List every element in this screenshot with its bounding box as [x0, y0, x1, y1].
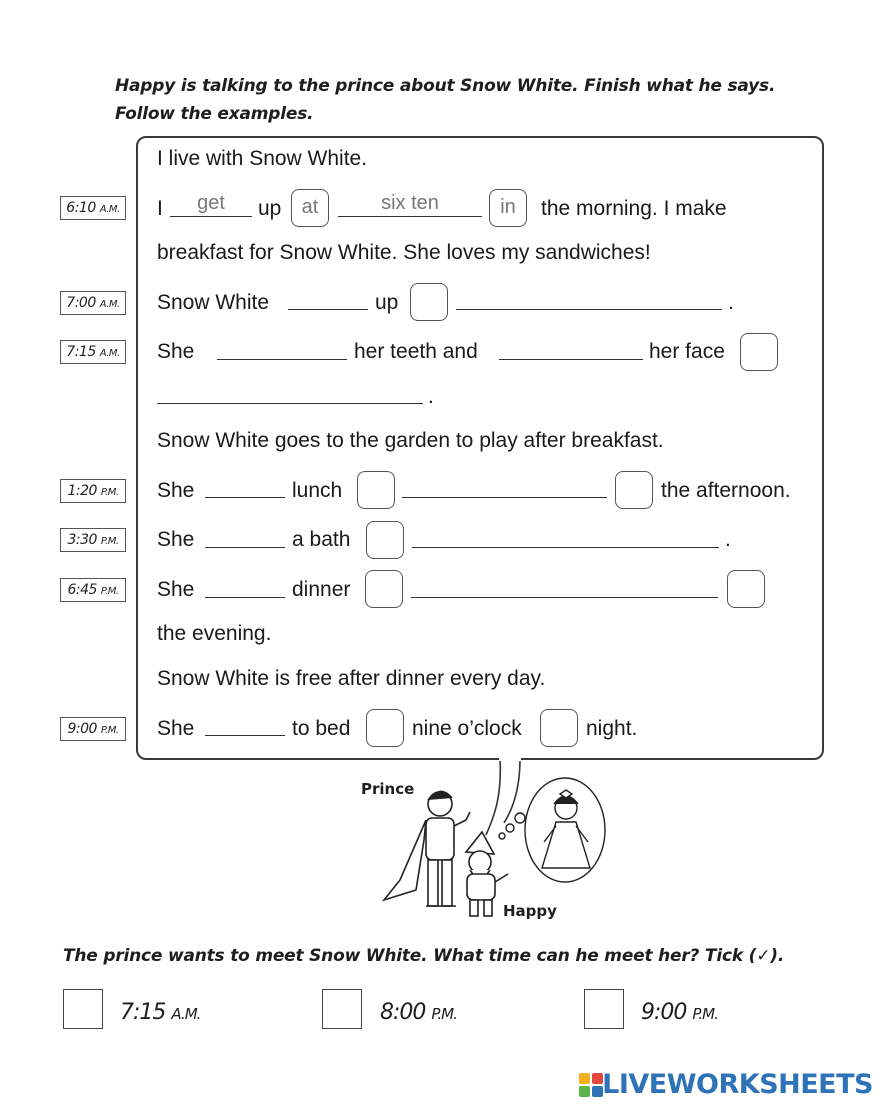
sentence-free-after-dinner: Snow White is free after dinner every day.: [157, 667, 546, 690]
blank-3-30-time[interactable]: [412, 547, 719, 548]
word-lunch: lunch: [292, 479, 343, 502]
prince-happy-illustration: [370, 770, 620, 930]
word-up: up: [258, 197, 282, 220]
label-prince: Prince: [361, 780, 415, 798]
answer-get[interactable]: get: [197, 192, 225, 214]
clock-9-00: 9:00 P.M.: [60, 717, 126, 741]
text-a-bath: a bath: [292, 528, 351, 551]
word-snow-white: Snow White: [157, 291, 270, 314]
clock-6-10: 6:10 A.M.: [60, 196, 126, 220]
clock-7-15: 7:15 A.M.: [60, 340, 126, 364]
text-to-bed: to bed: [292, 717, 351, 740]
text-the-evening: the evening.: [157, 622, 272, 645]
blank-example-time: [338, 216, 482, 217]
clock-6-45: 6:45 P.M.: [60, 578, 126, 602]
word-she-lunch: She: [157, 479, 195, 502]
clock-7-00: 7:00 A.M.: [60, 291, 126, 315]
blank-3-30-verb[interactable]: [205, 547, 285, 548]
blank-1-20-verb[interactable]: [205, 497, 285, 498]
question-text: The prince wants to meet Snow White. What time can he meet her? Tick (✓).: [63, 946, 785, 966]
box-9-00-prep-2[interactable]: [540, 709, 578, 747]
box-example-at[interactable]: at: [291, 189, 329, 227]
blank-7-15-verb-2[interactable]: [499, 359, 643, 360]
clock-1-20: 1:20 P.M.: [60, 479, 126, 503]
instruction-line-1: Happy is talking to the prince about Snow White. Finish what he says.: [115, 76, 776, 96]
word-up-2: up: [375, 291, 399, 314]
instruction-line-2: Follow the examples.: [115, 104, 314, 124]
box-7-00-prep[interactable]: [410, 283, 448, 321]
blank-9-00-verb[interactable]: [205, 735, 285, 736]
box-1-20-prep-2[interactable]: [615, 471, 653, 509]
blank-1-20-time[interactable]: [402, 497, 607, 498]
word-she-bed: She: [157, 717, 195, 740]
box-6-45-prep-2[interactable]: [727, 570, 765, 608]
option-9-00: 9:00 P.M.: [641, 1000, 718, 1025]
blank-6-45-verb[interactable]: [205, 597, 285, 598]
label-happy: Happy: [503, 902, 557, 920]
sentence-garden: Snow White goes to the garden to play after breakfast.: [157, 429, 664, 452]
text-nine-oclock: nine o’clock: [412, 717, 522, 740]
text-her-teeth: her teeth and: [354, 340, 478, 363]
text-morning-make: the morning. I make: [541, 197, 727, 220]
answer-six-ten[interactable]: six ten: [381, 192, 439, 214]
tick-box-9-00[interactable]: [584, 989, 624, 1029]
period-7-15: .: [428, 385, 434, 408]
liveworksheets-logo-icon: [579, 1073, 603, 1097]
blank-7-15-verb-1[interactable]: [217, 359, 347, 360]
text-night: night.: [586, 717, 638, 740]
clock-3-30: 3:30 P.M.: [60, 528, 126, 552]
option-8-00: 8:00 P.M.: [380, 1000, 457, 1025]
blank-7-00-time[interactable]: [456, 309, 722, 310]
word-she-bath: She: [157, 528, 195, 551]
period-7-00: .: [728, 291, 734, 314]
blank-6-45-time[interactable]: [411, 597, 718, 598]
box-example-in[interactable]: in: [489, 189, 527, 227]
sentence-live-with: I live with Snow White.: [157, 147, 368, 170]
sentence-breakfast: breakfast for Snow White. She loves my sandwiches!: [157, 241, 651, 264]
box-7-15-prep[interactable]: [740, 333, 778, 371]
period-3-30: .: [725, 528, 731, 551]
word-i: I: [157, 197, 163, 220]
box-3-30-prep[interactable]: [366, 521, 404, 559]
text-the-afternoon: the afternoon.: [661, 479, 791, 502]
tick-box-8-00[interactable]: [322, 989, 362, 1029]
text-her-face: her face: [649, 340, 725, 363]
box-9-00-prep-1[interactable]: [366, 709, 404, 747]
blank-7-00-verb[interactable]: [288, 309, 368, 310]
blank-7-15-time[interactable]: [157, 403, 423, 404]
tick-box-7-15[interactable]: [63, 989, 103, 1029]
option-7-15: 7:15 A.M.: [120, 1000, 201, 1025]
blank-example-verb: [170, 216, 252, 217]
box-1-20-prep[interactable]: [357, 471, 395, 509]
word-she-dinner: She: [157, 578, 195, 601]
word-she-teeth: She: [157, 340, 195, 363]
brand-wordmark: LIVEWORKSHEETS: [602, 1069, 873, 1100]
word-dinner: dinner: [292, 578, 351, 601]
box-6-45-prep[interactable]: [365, 570, 403, 608]
